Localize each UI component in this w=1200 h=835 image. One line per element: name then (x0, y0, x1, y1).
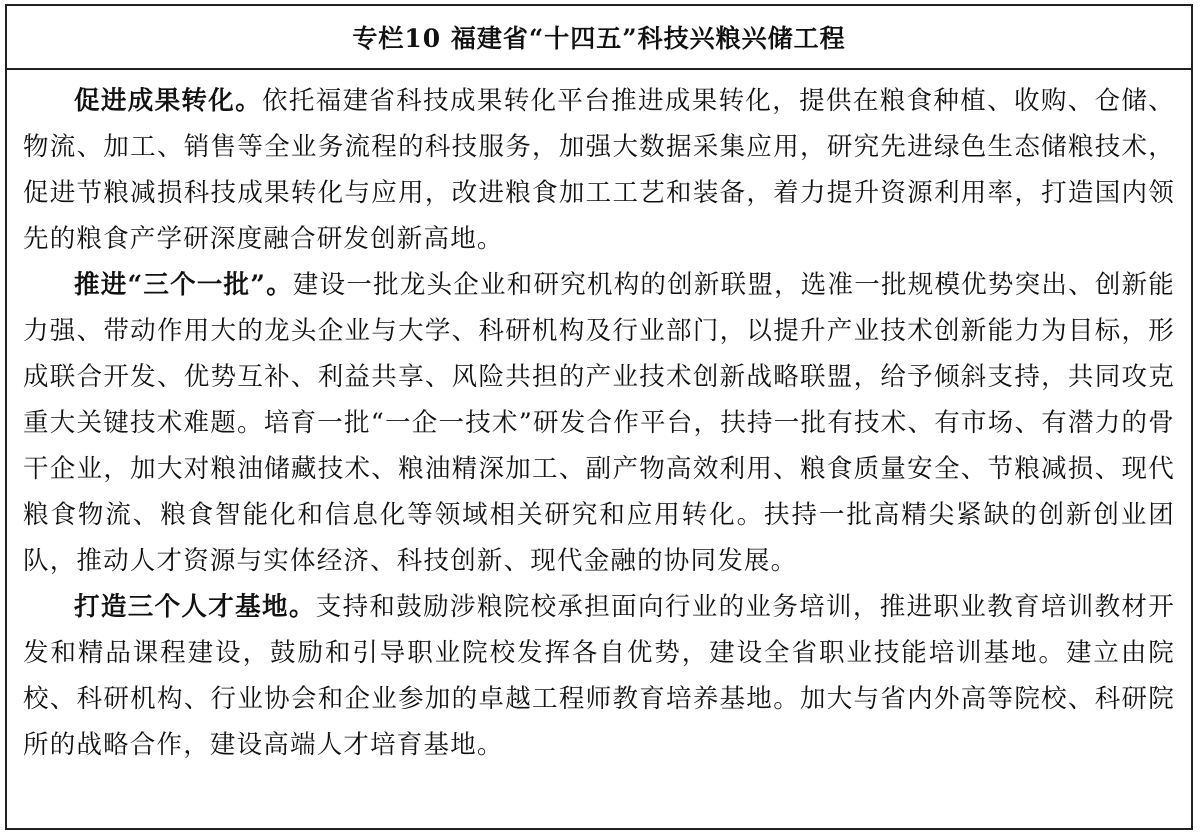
paragraph-body: 依托福建省科技成果转化平台推进成果转化，提供在粮食种植、收购、仓储、物流、加工、销售等全业务流程的科技服务，加强大数据采集应用，研究先进绿色生态储粮技术，促进节粮减损科技成果转化与应用，改进粮食加工工艺和装备，着力提升资源利用率，打造国内领先的粮食产学研深度融合研发创新高地。 (23, 86, 1175, 254)
paragraph-achievement-transfer (23, 78, 1175, 262)
paragraph-lead: 打造三个人才基地。 (74, 592, 316, 622)
paragraph-body: 建设一批龙头企业和研究机构的创新联盟，选准一批规模优势突出、创新能力强、带动作用大的龙头企业与大学、科研机构及行业部门，以提升产业技术创新能力为目标，形成联合开发、优势互补、利益共享、风险共担的产业技术创新战略联盟，给予倾斜支持，共同攻克重大关键技术难题。培育一批“一企一技术”研发合作平台，扶持一批有技术、有市场、有潜力的骨干企业，加大对粮油储藏技术、粮油精深加工、副产物高效利用、粮食质量安全、节粮减损、现代粮食物流、粮食智能化和信息化等领域相关研究和应用转化。扶持一批高精尖紧缺的创新创业团队，推动人才资源与实体经济、科技创新、现代金融的协同发展。 (23, 270, 1175, 576)
paragraph-talent-bases (23, 584, 1175, 768)
paragraph-three-batches (23, 262, 1175, 584)
paragraph-body: 支持和鼓励涉粮院校承担面向行业的业务培训，推进职业教育培训教材开发和精品课程建设，鼓励和引导职业院校发挥各自优势，建设全省职业技能培训基地。建立由院校、科研机构、行业协会和企业参加的卓越工程师教育培养基地。加大与省内外高等院校、科研院所的战略合作，建设高端人才培育基地。 (23, 592, 1175, 760)
column-title: 专栏10 福建省“十四五”科技兴粮兴储工程 (7, 6, 1191, 70)
column-box (5, 4, 1193, 830)
paragraph-lead: 促进成果转化。 (74, 86, 262, 116)
column-content (7, 70, 1191, 768)
paragraph-lead: 推进“三个一批”。 (74, 270, 293, 300)
